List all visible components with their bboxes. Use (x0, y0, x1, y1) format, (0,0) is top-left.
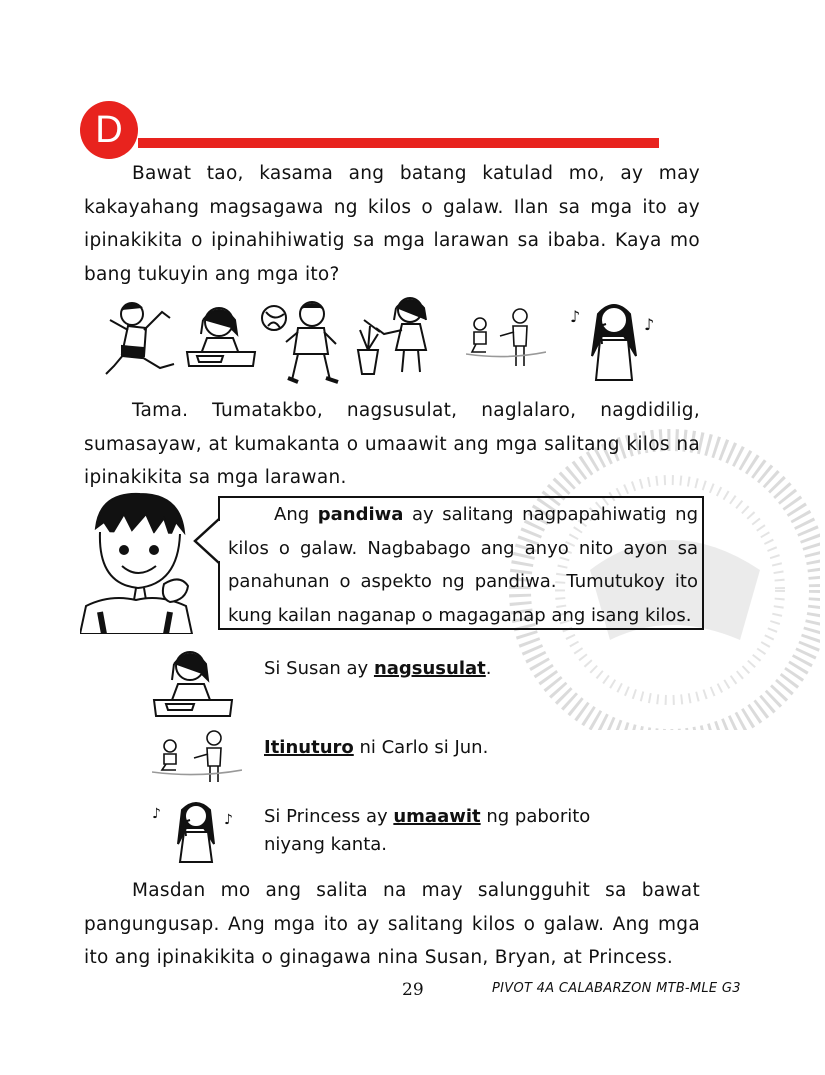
susan-writing-illustration (150, 644, 236, 722)
definition-text (228, 498, 698, 632)
section-letter: D (95, 108, 123, 151)
running-boy-illustration (100, 298, 182, 382)
closing-paragraph (84, 874, 700, 975)
definition-term: pandiwa (317, 504, 404, 525)
example-3-pre: Si Princess ay (264, 806, 394, 827)
playing-boy-with-ball-illustration (258, 298, 350, 386)
section-divider-bar (138, 138, 659, 148)
summary-paragraph (84, 394, 700, 495)
page-number: 29 (402, 980, 424, 1000)
thinking-boy-illustration (80, 488, 196, 634)
example-1-pre: Si Susan ay (264, 658, 374, 679)
svg-text:♪: ♪ (152, 806, 161, 822)
example-1-verb: nagsusulat (373, 658, 486, 679)
intro-text: Bawat tao, kasama ang batang katulad mo, ay may kakayahang magsagawa ng kilos o galaw. Ilan sa mga ito ay ipinakikita o ipinahihiwatig sa mga larawan sa ibaba. Kaya mo bang tukuyin ang mga ito? (84, 163, 700, 285)
summary-text: Tama. Tumatakbo, nagsusulat, naglalaro, nagdidilig, sumasayaw, at kumakanta o umaawit ang mga salitang kilos na ipinakikita sa mga larawan. (84, 400, 700, 488)
closing-text: Masdan mo ang salita na may salungguhit sa bawat pangungusap. Ang mga ito ay salitang kilos o galaw. Ang mga ito ang ipinakikita o ginagawa nina Susan, Bryan, at Princess. (84, 880, 700, 968)
definition-post: ay salitang nagpapahiwatig ng kilos o galaw. Nagbabago ang anyo nito ayon sa panahunan o aspekto ng pandiwa. Tumutukoy ito kung kailan naganap o magaganap ang isang kilos. (228, 504, 698, 626)
section-badge (80, 101, 138, 159)
pointing-boys-illustration (466, 304, 546, 372)
carlo-pointing-illustration (152, 728, 242, 786)
writing-girl-illustration (183, 300, 259, 374)
footer-source: PIVOT 4A CALABARZON MTB-MLE G3 (492, 981, 741, 996)
svg-text:♪: ♪ (570, 307, 581, 326)
example-sentence-1 (264, 655, 492, 683)
example-3-verb: umaawit (393, 806, 481, 827)
watering-plants-girl-illustration (350, 294, 436, 378)
example-sentence-3 (264, 803, 644, 859)
princess-singing-illustration (148, 796, 240, 864)
svg-text:♪: ♪ (224, 812, 233, 828)
example-2-verb: Itinuturo (264, 737, 354, 758)
definition-pre: Ang (274, 504, 318, 525)
callout-tail (192, 517, 222, 565)
example-3-post: ng paborito niyang kanta. (264, 806, 591, 855)
intro-paragraph (84, 157, 700, 291)
singing-girl-illustration (562, 296, 660, 384)
example-1-post: . (485, 658, 492, 679)
example-sentence-2 (264, 734, 488, 762)
svg-text:♪: ♪ (644, 315, 655, 334)
example-2-post: ni Carlo si Jun. (353, 737, 489, 758)
